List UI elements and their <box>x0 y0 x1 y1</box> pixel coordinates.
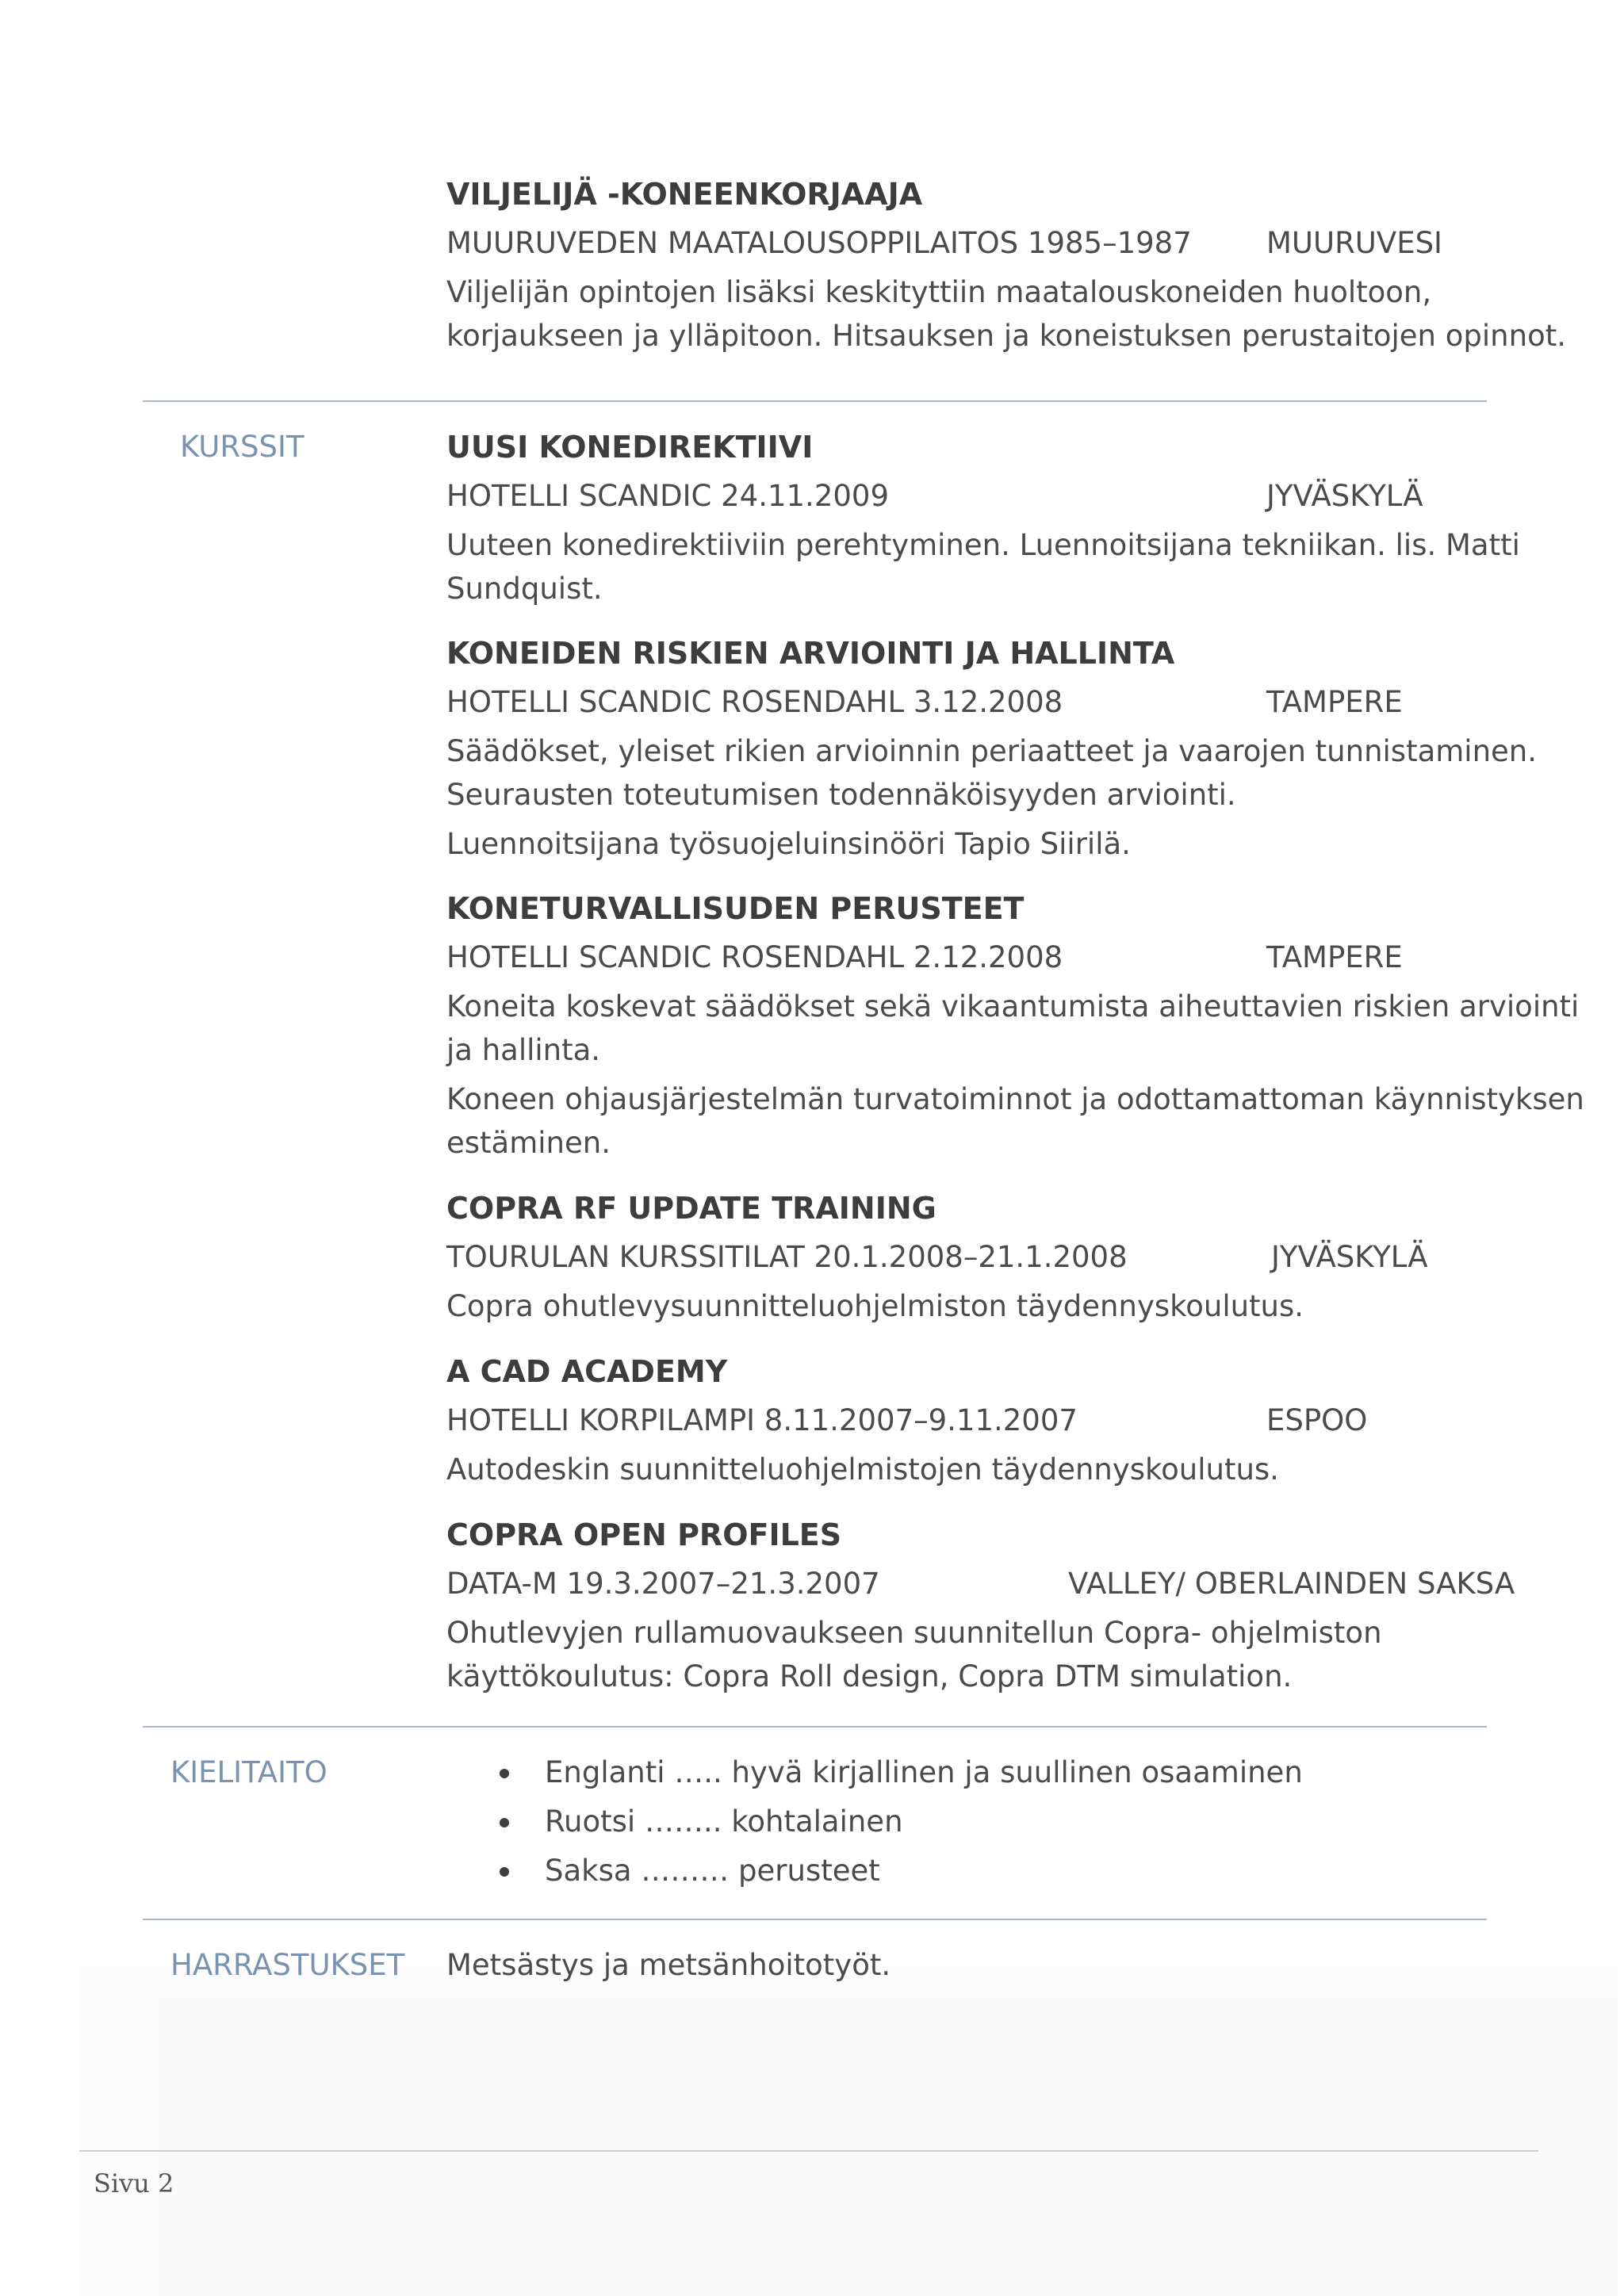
hobbies-label: HARRASTUKSET <box>170 1948 405 1982</box>
course-title: UUSI KONEDIREKTIIVI <box>446 430 814 465</box>
course-venue: HOTELLI SCANDIC ROSENDAHL 3.12.2008 <box>446 685 1063 719</box>
course-desc-line: Uuteen konedirektiiviin perehtyminen. Luennoitsijana tekniikan. lis. Matti <box>446 528 1520 562</box>
education-desc-line: Viljelijän opintojen lisäksi keskityttiin maatalouskoneiden huoltoon, <box>446 275 1432 309</box>
course-venue: HOTELLI SCANDIC ROSENDAHL 2.12.2008 <box>446 940 1063 974</box>
language-item: Englanti ….. hyvä kirjallinen ja suullinen osaaminen <box>545 1755 1303 1789</box>
language-item: Saksa ……… perusteet <box>545 1854 880 1888</box>
education-school <box>446 222 1192 265</box>
section-divider <box>143 1726 1487 1728</box>
course-desc-line: Koneita koskevat säädökset sekä vikaantumista aiheuttavien riskien arviointi <box>446 989 1580 1024</box>
bullet-icon <box>500 1867 509 1877</box>
course-title: KONEIDEN RISKIEN ARVIOINTI JA HALLINTA <box>446 636 1175 671</box>
course-title: KONETURVALLISUDEN PERUSTEET <box>446 891 1025 926</box>
course-title: A CAD ACADEMY <box>446 1354 728 1389</box>
page-shade-inner <box>159 1998 1618 2296</box>
bullet-icon <box>500 1769 509 1778</box>
section-divider <box>143 400 1487 402</box>
course-venue: HOTELLI KORPILAMPI 8.11.2007–9.11.2007 <box>446 1403 1078 1437</box>
languages-label: KIELITAITO <box>170 1755 327 1789</box>
course-place: JYVÄSKYLÄ <box>1266 479 1423 513</box>
course-title: COPRA RF UPDATE TRAINING <box>446 1191 936 1226</box>
course-desc-line: Koneen ohjausjärjestelmän turvatoiminnot ja odottamattoman käynnistyksen <box>446 1082 1584 1116</box>
course-venue: TOURULAN KURSSITILAT 20.1.2008–21.1.2008 <box>446 1240 1128 1274</box>
education-place: MUURUVESI <box>1266 226 1442 260</box>
course-place: TAMPERE <box>1266 685 1403 719</box>
course-place: JYVÄSKYLÄ <box>1271 1240 1428 1274</box>
course-title: COPRA OPEN PROFILES <box>446 1517 842 1552</box>
course-desc-line: käyttökoulutus: Copra Roll design, Copra DTM simulation. <box>446 1659 1293 1693</box>
course-desc-line: Luennoitsijana työsuojeluinsinööri Tapio Siirilä. <box>446 827 1131 861</box>
course-desc-line: Seurausten toteutumisen todennäköisyyden arviointi. <box>446 778 1236 812</box>
page-number: Sivu 2 <box>94 2168 174 2198</box>
language-item: Ruotsi …….. kohtalainen <box>545 1804 903 1839</box>
course-desc-line: Sundquist. <box>446 572 603 606</box>
education-school-name: MUURUVEDEN MAATALOUSOPPILAITOS <box>446 226 1019 260</box>
course-desc-line: estäminen. <box>446 1126 611 1160</box>
course-desc-line: ja hallinta. <box>446 1033 601 1067</box>
course-venue: DATA-M 19.3.2007–21.3.2007 <box>446 1567 880 1601</box>
course-desc-line: Ohutlevyjen rullamuovaukseen suunnitellun Copra- ohjelmiston <box>446 1616 1382 1650</box>
footer-divider <box>79 2150 1538 2152</box>
course-desc-line: Autodeskin suunnitteluohjelmistojen täydennyskoulutus. <box>446 1452 1279 1487</box>
course-venue: HOTELLI SCANDIC 24.11.2009 <box>446 479 889 513</box>
course-place: TAMPERE <box>1266 940 1403 974</box>
education-desc-line: korjaukseen ja ylläpitoon. Hitsauksen ja koneistuksen perustaitojen opinnot. <box>446 319 1566 353</box>
education-title: VILJELIJÄ -KONEENKORJAAJA <box>446 177 923 212</box>
education-years: 1985–1987 <box>1027 226 1192 260</box>
course-place: VALLEY/ OBERLAINDEN SAKSA <box>1068 1567 1515 1601</box>
bullet-icon <box>500 1818 509 1827</box>
courses-label: KURSSIT <box>180 430 304 464</box>
hobbies-text: Metsästys ja metsänhoitotyöt. <box>446 1948 891 1982</box>
course-desc-line: Copra ohutlevysuunnitteluohjelmiston täydennyskoulutus. <box>446 1289 1304 1323</box>
section-divider <box>143 1919 1487 1920</box>
course-place: ESPOO <box>1266 1403 1368 1437</box>
course-desc-line: Säädökset, yleiset rikien arvioinnin periaatteet ja vaarojen tunnistaminen. <box>446 734 1538 768</box>
